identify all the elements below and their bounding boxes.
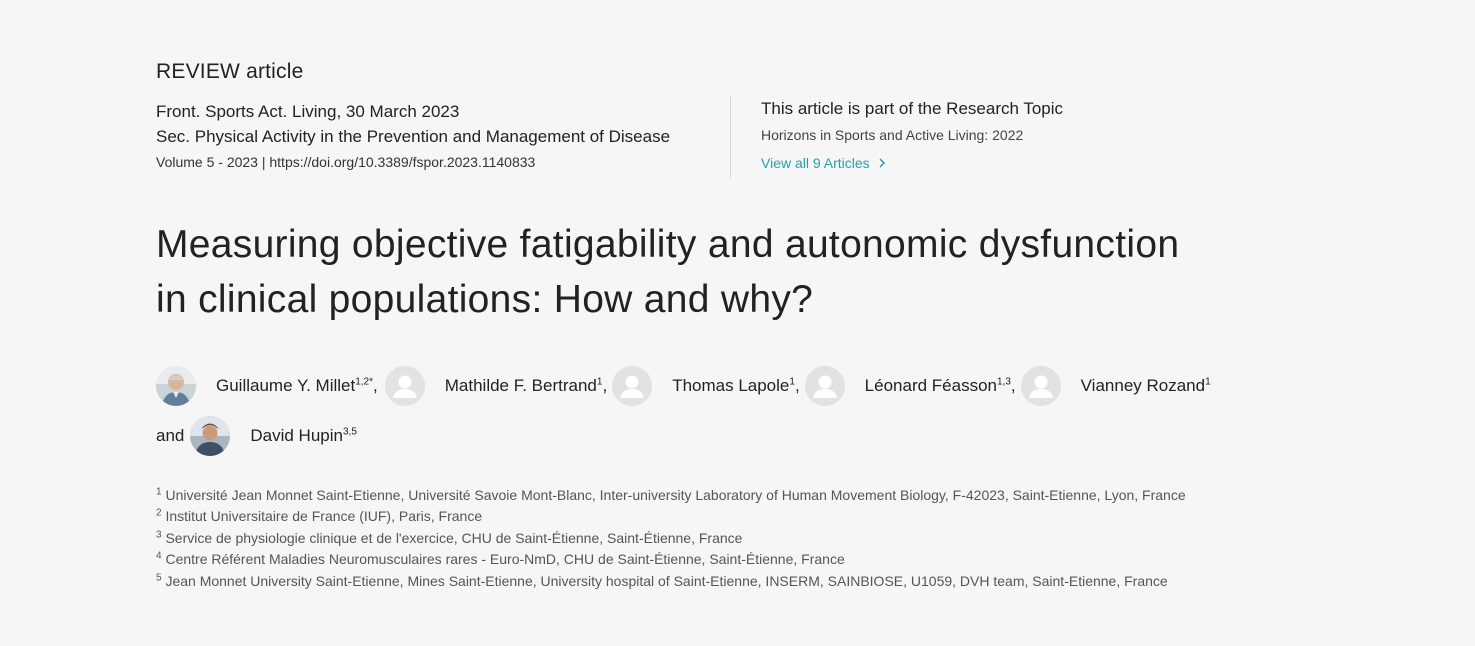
- author-affiliation-sup: 3,5: [342, 426, 357, 438]
- author-separator: ,: [1010, 376, 1016, 395]
- author-affiliation-sup: 1,3: [997, 376, 1011, 388]
- author-name[interactable]: Léonard Féasson$^{1,3}$: [864, 376, 1011, 395]
- vertical-divider: [730, 96, 731, 178]
- author-affiliation-sup: 1: [1205, 376, 1211, 388]
- author-affiliation-sup: 1,2*: [355, 376, 374, 388]
- author-name[interactable]: David Hupin$^{3,5}$: [250, 426, 357, 445]
- affiliations-list: [156, 485, 1256, 592]
- author-separator: ,: [602, 376, 608, 395]
- user-placeholder-icon[interactable]: [1021, 366, 1061, 406]
- affiliation-item: $^3$ Service de physiologie clinique et de l'exercice, CHU de Saint-Étienne, Saint-Étienne, France: [156, 529, 743, 546]
- article-type: REVIEW article: [156, 60, 304, 83]
- author-separator: ,: [794, 376, 800, 395]
- author-photo-avatar[interactable]: [156, 366, 196, 406]
- author-item[interactable]: [1021, 366, 1211, 406]
- author-affiliation-sup: 1: [789, 376, 795, 388]
- user-placeholder-icon[interactable]: [612, 366, 652, 406]
- author-item[interactable]: [190, 416, 357, 456]
- author-name[interactable]: Vianney Rozand$^1$: [1080, 376, 1211, 395]
- author-row: [156, 365, 1211, 407]
- affiliation-item: $^1$ Université Jean Monnet Saint-Etienne, Université Savoie Mont-Blanc, Inter-university Laboratory of Human Movement Biology, F-42023, Saint-Etienne, Lyon, France: [156, 486, 1186, 503]
- author-affiliation-sup: 1: [596, 376, 603, 388]
- author-item[interactable]: [156, 366, 378, 406]
- author-item[interactable]: [612, 366, 799, 406]
- author-item[interactable]: [385, 366, 607, 406]
- affiliation-item: $^5$ Jean Monnet University Saint-Etienne, Mines Saint-Etienne, University hospital of Saint-Etienne, INSERM, SAINBIOSE, U1059, DVH team, Saint-Etienne, France: [156, 571, 1168, 589]
- author-name[interactable]: Mathilde F. Bertrand$^1$: [444, 376, 603, 395]
- view-all-articles-link[interactable]: [761, 149, 886, 177]
- article-title-line-2: in clinical populations: How and why?: [156, 278, 814, 321]
- user-placeholder-icon[interactable]: [385, 366, 425, 406]
- user-placeholder-icon[interactable]: [805, 366, 845, 406]
- chevron-right-icon: [878, 157, 886, 169]
- journal-date: Front. Sports Act. Living, 30 March 2023: [156, 102, 460, 121]
- author-photo-avatar[interactable]: [190, 416, 230, 456]
- article-title: [156, 217, 1266, 327]
- research-topic-block: [761, 97, 1261, 177]
- author-row: [156, 415, 357, 457]
- author-name[interactable]: Thomas Lapole$^1$: [672, 376, 795, 395]
- affiliation-item: $^2$ Institut Universitaire de France (IUF), Paris, France: [156, 507, 483, 525]
- volume-doi[interactable]: Volume 5 - 2023 | https://doi.org/10.3389/fspor.2023.1140833: [156, 154, 536, 170]
- author-separator: ,: [373, 376, 378, 395]
- author-item[interactable]: [805, 366, 1016, 406]
- research-topic-heading: This article is part of the Research Topic: [761, 99, 1064, 118]
- journal-section: Sec. Physical Activity in the Prevention and Management of Disease: [156, 127, 671, 146]
- author-name[interactable]: Guillaume Y. Millet$^{1,2*}$: [216, 376, 374, 395]
- and-label: and: [156, 426, 185, 445]
- research-topic-name[interactable]: Horizons in Sports and Active Living: 2022: [761, 127, 1024, 143]
- affiliation-item: $^4$ Centre Référent Maladies Neuromusculaires rares - Euro-NmD, CHU de Saint-Étienne, Saint-Étienne, France: [156, 550, 845, 568]
- citation-block: [156, 99, 726, 175]
- article-title-line-1: Measuring objective fatigability and autonomic dysfunction: [156, 223, 1180, 266]
- view-all-articles-label: View all 9 Articles: [761, 155, 870, 171]
